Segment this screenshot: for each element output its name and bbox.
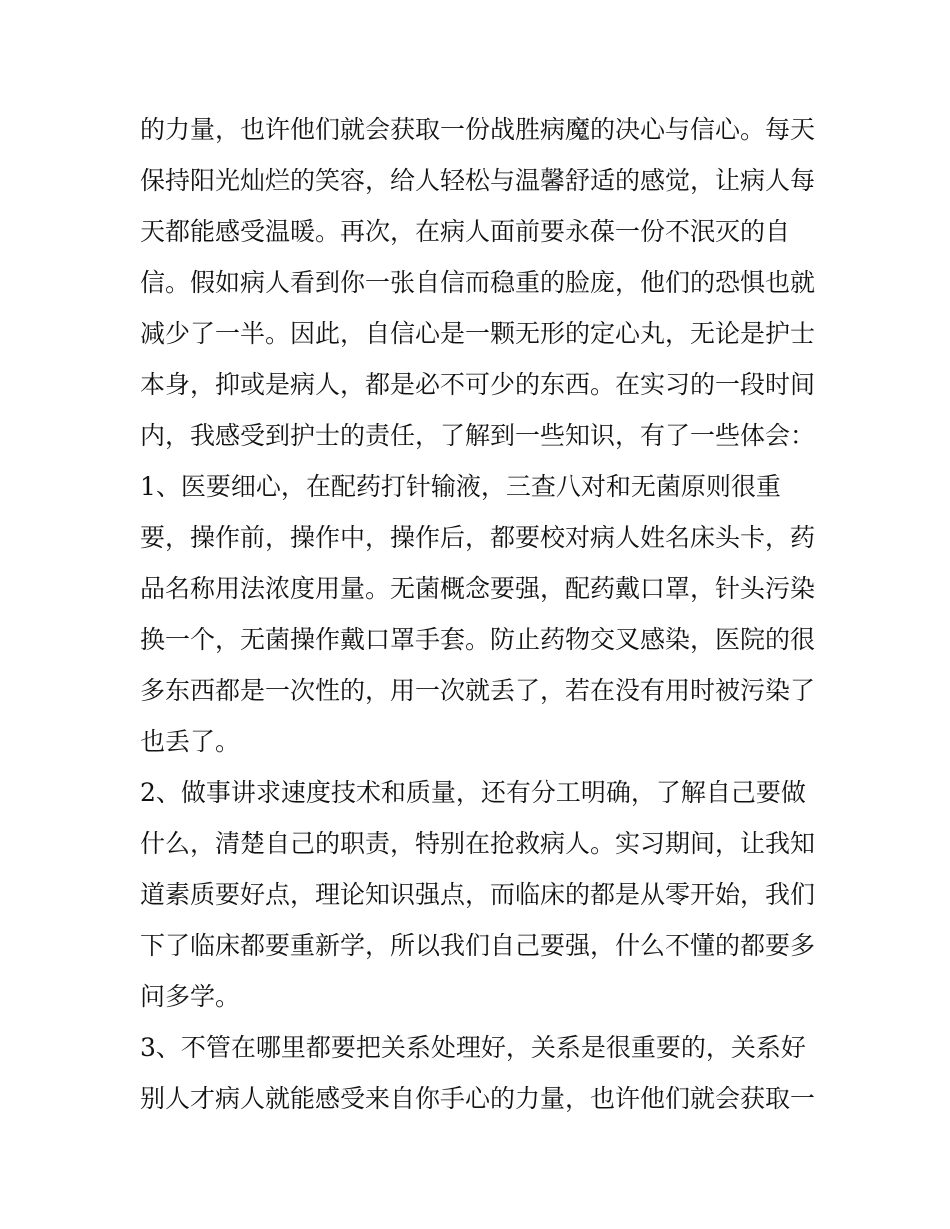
text-line: 换一个，无菌操作戴口罩手套。防止药物交叉感染，医院的很 (140, 625, 816, 654)
text-line: 什么，清楚自己的职责，特别在抢救病人。实习期间，让我知 (140, 829, 816, 858)
text-line: 本身，抑或是病人，都是必不可少的东西。在实习的一段时间 (140, 370, 816, 399)
text-line: 保持阳光灿烂的笑容，给人轻松与温馨舒适的感觉，让病人每 (140, 166, 816, 195)
text-line: 要，操作前，操作中，操作后，都要校对病人姓名床头卡，药 (140, 523, 816, 552)
text-line: 的力量，也许他们就会获取一份战胜病魔的决心与信心。每天 (140, 115, 816, 144)
text-line: 问多学。 (140, 982, 241, 1011)
list-item-1-line: 1、医要细心，在配药打针输液，三查八对和无菌原则很重 (140, 472, 781, 501)
list-item-2-line: 2、做事讲求速度技术和质量，还有分工明确，了解自己要做 (140, 778, 806, 807)
text-line: 道素质要好点，理论知识强点，而临床的都是从零开始，我们 (140, 880, 816, 909)
body-text (140, 104, 820, 1124)
text-line: 减少了一半。因此，自信心是一颗无形的定心丸，无论是护士 (140, 319, 816, 348)
text-line: 天都能感受温暖。再次，在病人面前要永葆一份不泯灭的自 (140, 217, 791, 246)
text-line: 多东西都是一次性的，用一次就丢了，若在没有用时被污染了 (140, 676, 816, 705)
text-line: 别人才病人就能感受来自你手心的力量，也许他们就会获取一 (140, 1084, 816, 1113)
text-line: 信。假如病人看到你一张自信而稳重的脸庞，他们的恐惧也就 (140, 268, 816, 297)
text-line: 下了临床都要重新学，所以我们自己要强，什么不懂的都要多 (140, 931, 816, 960)
text-line: 品名称用法浓度用量。无菌概念要强，配药戴口罩，针头污染 (140, 574, 816, 603)
text-line: 也丢了。 (140, 727, 241, 756)
text-line: 内，我感受到护士的责任，了解到一些知识，有了一些体会： (140, 421, 816, 450)
list-item-3-line: 3、不管在哪里都要把关系处理好，关系是很重要的，关系好 (140, 1033, 806, 1062)
